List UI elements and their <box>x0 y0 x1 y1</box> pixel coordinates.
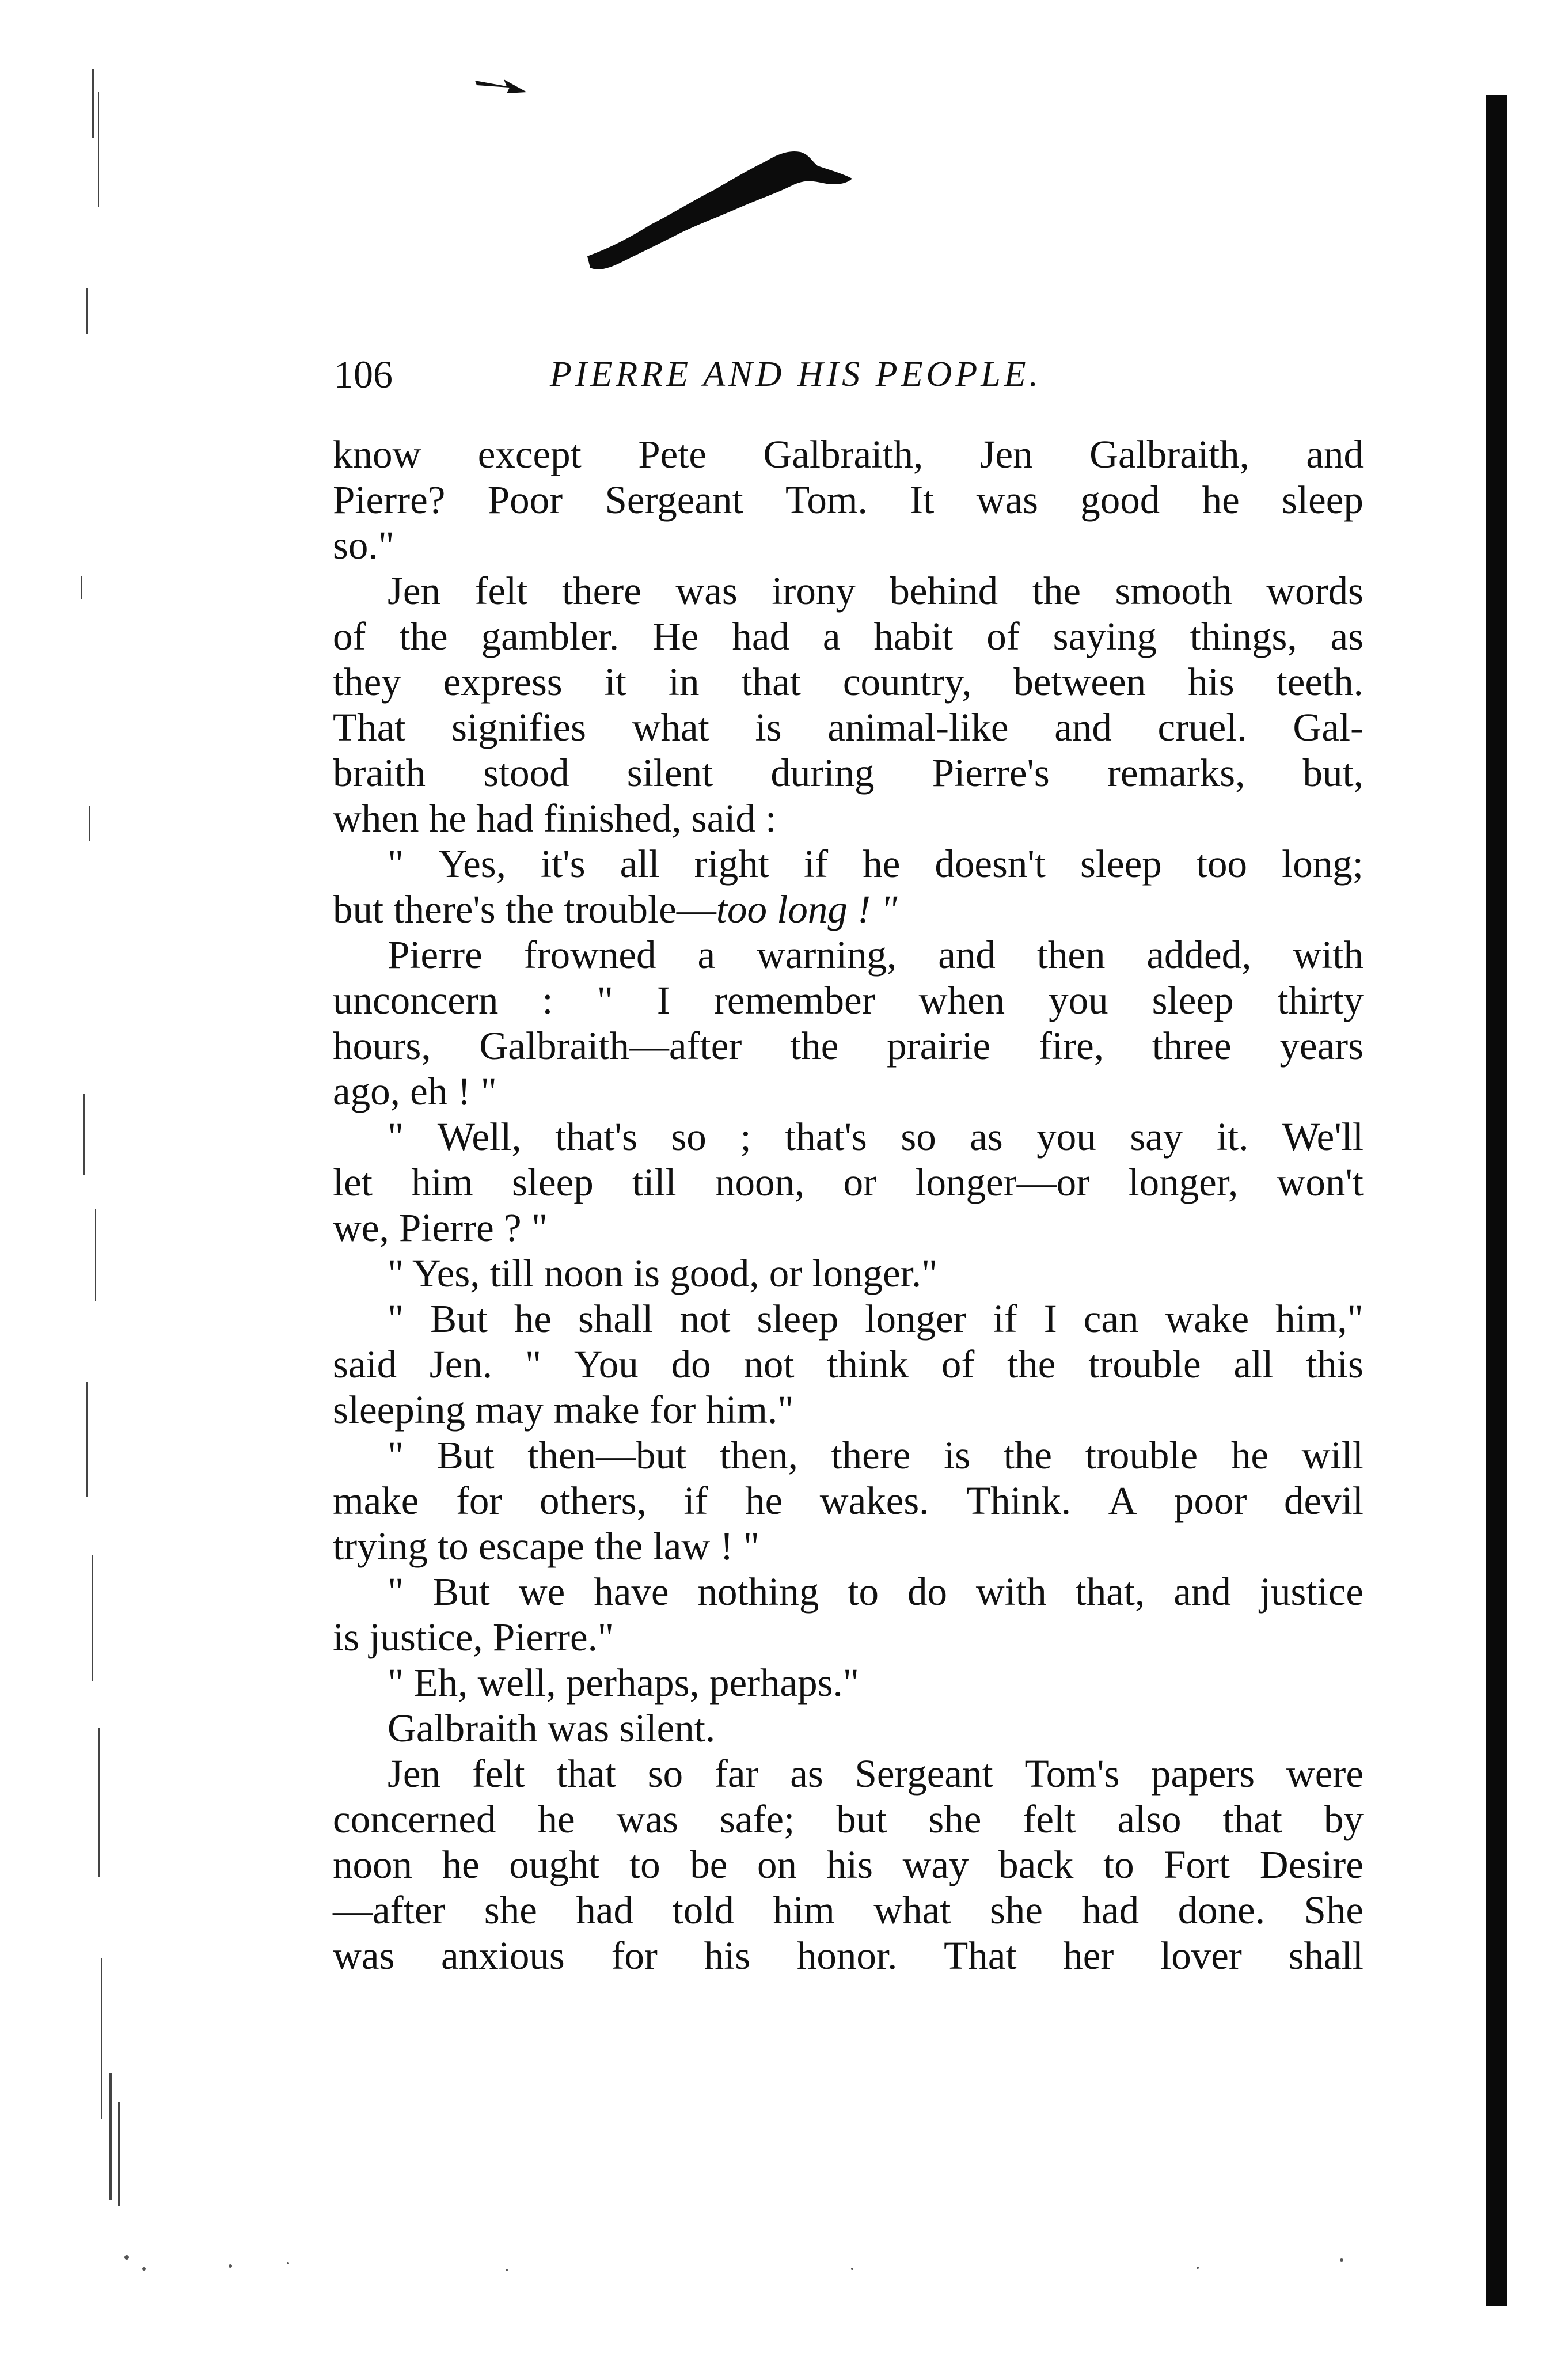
text-line: Galbraith was silent. <box>388 1706 716 1750</box>
scan-right-edge-bar <box>1486 95 1507 2306</box>
text-line: let him sleep till noon, or longer—or longer, won't <box>333 1160 1364 1204</box>
text-line: unconcern : " I remember when you sleep thirty <box>333 978 1364 1022</box>
page-number: 106 <box>334 352 393 396</box>
text-line: " Eh, well, perhaps, perhaps." <box>388 1661 859 1705</box>
text-line: Pierre? Poor Sergeant Tom. It was good he sleep <box>333 478 1364 522</box>
text-line: Jen felt there was irony behind the smooth words <box>388 569 1364 613</box>
scan-edge-dots <box>69 58 138 2349</box>
ink-blot-decoration <box>576 138 875 288</box>
text-line: we, Pierre ? " <box>333 1206 548 1250</box>
text-line: " Yes, it's all right if he doesn't sleep too long; <box>388 842 1364 886</box>
text-line: " Yes, till noon is good, or longer." <box>388 1251 938 1295</box>
text-line: know except Pete Galbraith, Jen Galbraith, and <box>333 432 1364 476</box>
body-text <box>333 432 1364 1979</box>
text-line: " But he shall not sleep longer if I can wake him," <box>388 1297 1364 1341</box>
text-line: concerned he was safe; but she felt also that by <box>333 1797 1364 1841</box>
text-line: braith stood silent during Pierre's remarks, but, <box>333 751 1364 795</box>
text-line: That signifies what is animal-like and cruel. Gal- <box>333 705 1364 749</box>
text-line: said Jen. " You do not think of the trouble all this <box>333 1342 1364 1386</box>
text-line: of the gambler. He had a habit of saying things, as <box>333 614 1364 658</box>
text-line: they express it in that country, between his teeth. <box>333 660 1364 704</box>
text-line: Pierre frowned a warning, and then added, with <box>388 933 1364 977</box>
text-line: hours, Galbraith—after the prairie fire, three years <box>333 1024 1364 1068</box>
ink-mark-decoration <box>472 69 530 104</box>
text-line: noon he ought to be on his way back to Fort Desire <box>333 1843 1364 1886</box>
text-line: ago, eh ! " <box>333 1069 497 1113</box>
text-line: is justice, Pierre." <box>333 1615 614 1659</box>
text-line: sleeping may make for him." <box>333 1388 794 1432</box>
text-line: make for others, if he wakes. Think. A poor devil <box>333 1479 1364 1523</box>
text-line: but there's the trouble— too long ! " <box>333 887 898 931</box>
text-line: trying to escape the law ! " <box>333 1524 759 1568</box>
running-title: PIERRE AND HIS PEOPLE. <box>550 355 1042 394</box>
scan-bottom-specks <box>104 2234 1486 2292</box>
text-line: " Well, that's so ; that's so as you say it. We'll <box>388 1115 1364 1159</box>
text-line: " But we have nothing to do with that, and justice <box>388 1570 1364 1614</box>
text-line: when he had finished, said : <box>333 796 777 840</box>
text-line: was anxious for his honor. That her lover shall <box>333 1934 1364 1977</box>
text-line: Jen felt that so far as Sergeant Tom's papers were <box>388 1752 1364 1796</box>
page-header <box>334 348 1370 400</box>
text-line: —after she had told him what she had done. She <box>333 1888 1364 1932</box>
text-line: so." <box>333 523 394 567</box>
text-line: " But then—but then, there is the trouble he will <box>388 1433 1364 1477</box>
